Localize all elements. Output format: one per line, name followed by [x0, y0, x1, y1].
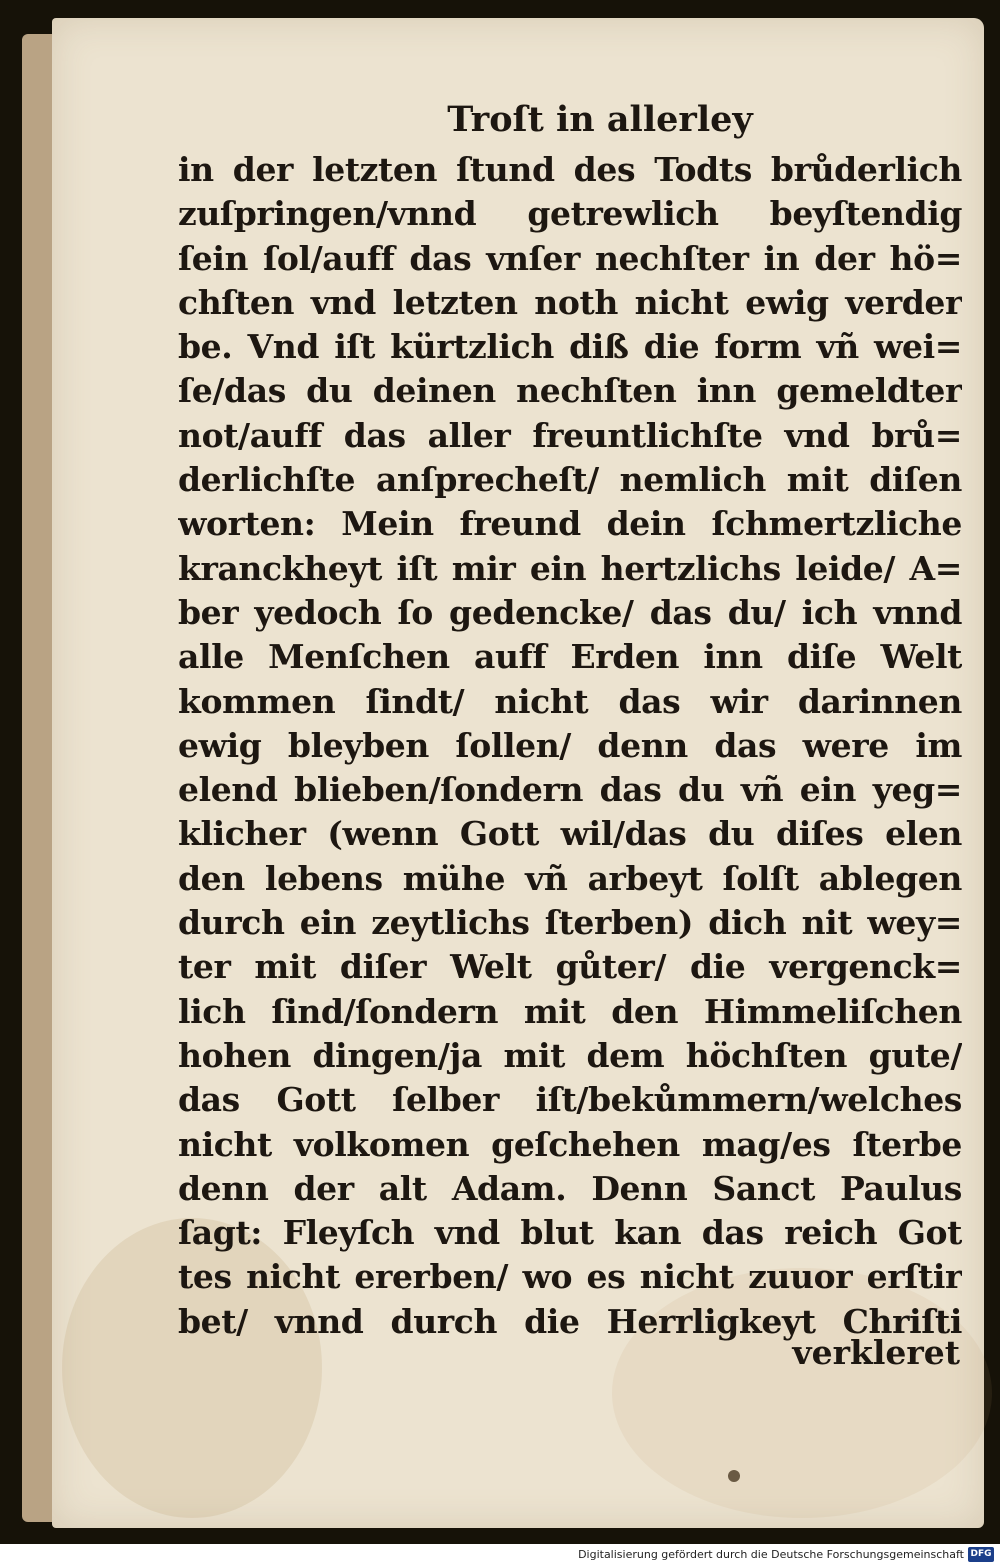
text-line: ſagt: Fleyſch vnd blut kan das reich Got — [178, 1213, 962, 1253]
text-line: hohen dingen/ja mit dem höchſten gute/ — [178, 1035, 962, 1075]
text-line: das Gott ſelber iſt/bekůmmern/welches — [178, 1080, 962, 1120]
text-line: bet/ vnnd durch die Herrligkeyt Chriſti — [178, 1301, 962, 1341]
text-line: be. Vnd iſt kürtzlich diß die form vñ wei= — [178, 327, 962, 367]
body-text — [178, 148, 962, 1344]
catchword: verkleret — [792, 1333, 960, 1372]
funding-credit: Digitalisierung gefördert durch die Deutsche Forschungsgemeinschaft — [578, 1548, 964, 1561]
footer-bar — [0, 1544, 1000, 1566]
text-line: ewig bleyben ſollen/ denn das were im — [178, 725, 962, 765]
dfg-logo-icon: DFG — [968, 1547, 994, 1562]
text-line: kommen ſindt/ nicht das wir darinnen — [178, 681, 962, 721]
ink-speck — [728, 1470, 740, 1482]
text-line: zuſpringen/vnnd getrewlich beyſtendig — [178, 194, 962, 234]
text-line: not/auff das aller freuntlichſte vnd brů= — [178, 415, 962, 455]
running-head: Troſt in allerley — [447, 99, 753, 140]
text-line: denn der alt Adam. Denn Sanct Paulus — [178, 1168, 962, 1208]
text-line: worten: Mein freund dein ſchmertzliche — [178, 504, 962, 544]
text-line: kranckheyt iſt mir ein hertzlichs leide/ A= — [178, 548, 962, 588]
text-line: klicher (wenn Gott wil/das du diſes elen — [178, 814, 962, 854]
text-line: durch ein zeytlichs ſterben) dich nit wey= — [178, 903, 962, 943]
text-line: ſein ſol/auff das vnſer nechſter in der hö= — [178, 238, 962, 278]
text-line: elend blieben/ſondern das du vñ ein yeg= — [178, 770, 962, 810]
text-line: alle Menſchen auff Erden inn diſe Welt — [178, 637, 962, 677]
text-line: ſe/das du deinen nechſten inn gemeldter — [178, 371, 962, 411]
text-line: ber yedoch ſo gedencke/ das du/ ich vnnd — [178, 592, 962, 632]
text-line: in der letzten ſtund des Todts brůderlich — [178, 150, 962, 189]
text-line: lich ſind/ſondern mit den Himmeliſchen — [178, 991, 962, 1031]
text-line: ter mit diſer Welt gůter/ die vergenck= — [178, 947, 962, 987]
text-line: den lebens mühe vñ arbeyt ſolſt ablegen — [178, 858, 962, 898]
text-line: tes nicht ererben/ wo es nicht zuuor erſtir — [178, 1257, 962, 1297]
text-line: derlichſte anſprecheſt/ nemlich mit diſen — [178, 460, 962, 500]
text-line: chſten vnd letzten noth nicht ewig verder — [178, 282, 962, 322]
text-line: nicht volkomen geſchehen mag/es ſterbe — [178, 1124, 962, 1164]
